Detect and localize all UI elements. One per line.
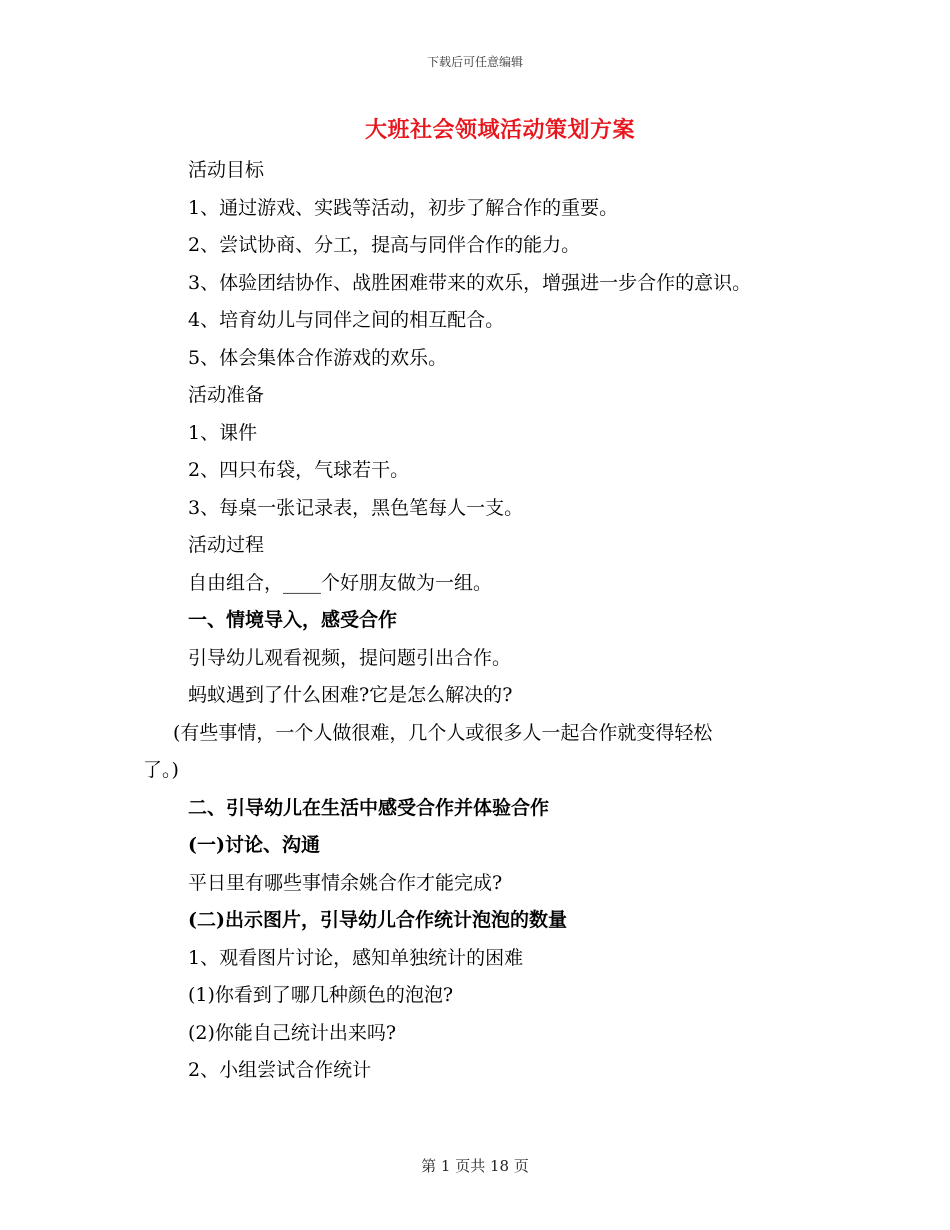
paragraph: 2、小组尝试合作统计 xyxy=(188,1059,372,1081)
page-header: 下载后可任意编辑 xyxy=(426,55,523,69)
paragraph: 3、体验团结协作、战胜困难带来的欢乐，增强进一步合作的意识。 xyxy=(188,271,752,294)
paragraph: 蚂蚁遇到了什么困难?它是怎么解决的? xyxy=(188,684,513,706)
paragraph: 5、体会集体合作游戏的欢乐。 xyxy=(188,346,448,369)
section-heading-goals: 活动目标 xyxy=(188,159,265,181)
document-body xyxy=(143,152,823,1090)
paragraph: 1、通过游戏、实践等活动，初步了解合作的重要。 xyxy=(188,196,619,219)
paragraph: 2、尝试协商、分工，提高与同伴合作的能力。 xyxy=(188,234,581,256)
page-number: 第 1 页共 18 页 xyxy=(421,1157,529,1175)
subheading-bold: (一)讨论、沟通 xyxy=(188,834,320,856)
paragraph: 1、课件 xyxy=(188,421,258,444)
paragraph: 平日里有哪些事情余姚合作才能完成? xyxy=(188,871,503,894)
paragraph: 3、每桌一张记录表，黑色笔每人一支。 xyxy=(188,496,524,519)
paragraph: 2、四只布袋，气球若干。 xyxy=(188,459,410,481)
section-heading-preparation: 活动准备 xyxy=(188,384,265,406)
paragraph: (2)你能自己统计出来吗? xyxy=(188,1021,397,1044)
document-title: 大班社会领域活动策划方案 xyxy=(364,117,635,143)
paragraph: 引导幼儿观看视频，提问题引出合作。 xyxy=(188,646,512,669)
paragraph: 1、观看图片讨论，感知单独统计的困难 xyxy=(188,946,524,969)
paragraph-continuation: 了。) xyxy=(143,759,179,781)
subheading-bold: 二、引导幼儿在生活中感受合作并体验合作 xyxy=(188,796,550,819)
paragraph: (有些事情，一个人做很难，几个人或很多人一起合作就变得轻松 xyxy=(173,721,713,744)
section-heading-process: 活动过程 xyxy=(188,534,265,556)
paragraph: 4、培育幼儿与同伴之间的相互配合。 xyxy=(188,309,505,331)
subheading-bold: (二)出示图片，引导幼儿合作统计泡泡的数量 xyxy=(188,909,567,931)
subheading-bold: 一、情境导入，感受合作 xyxy=(188,609,398,631)
paragraph: (1)你看到了哪几种颜色的泡泡? xyxy=(188,984,454,1006)
paragraph: 自由组合，____个好朋友做为一组。 xyxy=(188,571,493,594)
